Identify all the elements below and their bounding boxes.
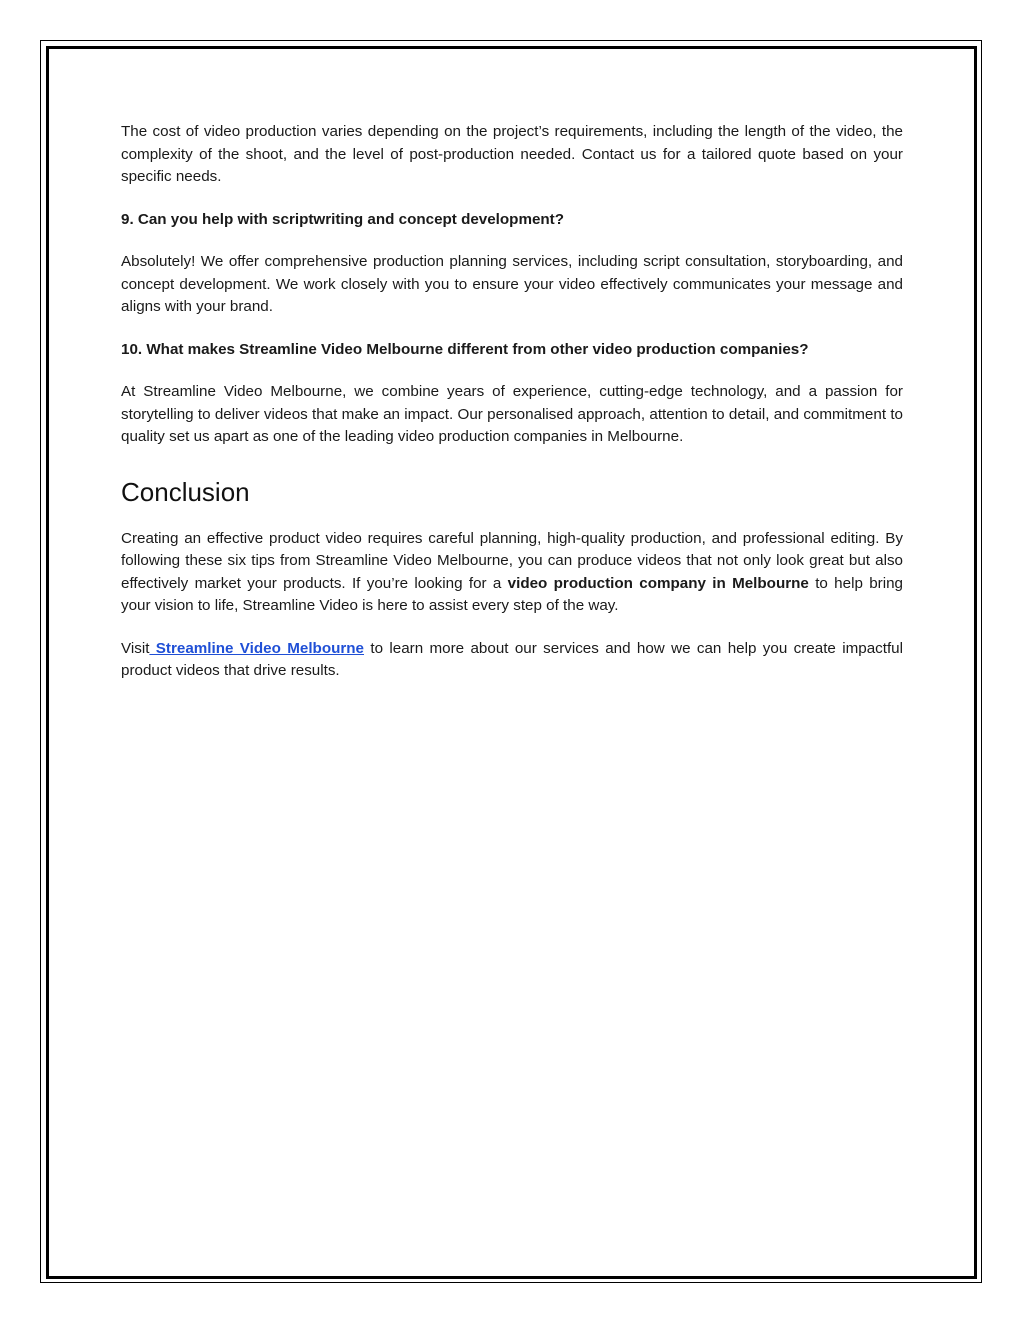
conclusion-text-end: to help bring your vision to life, Streamline Video is here to assist every step of the way. — [121, 574, 903, 614]
document-content — [121, 121, 903, 683]
conclusion-paragraph — [121, 528, 903, 618]
answer-10: At Streamline Video Melbourne, we combine years of experience, cutting-edge technology, and a passion for storytelling to deliver videos that make an impact. Our personalised approach, attention to detail, and commitment to quality set us apart as one of the leading video production companies in Melbourne. — [121, 383, 903, 445]
visit-text-end: to learn more about our services and how we can help you create impactful product videos that drive results. — [121, 639, 903, 679]
question-10: 10. What makes Streamline Video Melbourne different from other video production companies? — [121, 340, 809, 358]
conclusion-heading: Conclusion — [121, 476, 250, 507]
conclusion-text-start: Creating an effective product video requires careful planning, high-quality production, and professional editing. By following these six tips from Streamline Video Melbourne, you can produce videos that not only look great but also effectively market your products. If you’re looking for a — [121, 529, 903, 592]
intro-paragraph: The cost of video production varies depending on the project’s requirements, including the length of the video, the complexity of the shoot, and the level of post-production needed. Contact us for a tailored quote based on your specific needs. — [121, 123, 903, 185]
visit-text: Visit — [121, 639, 150, 657]
answer-9: Absolutely! We offer comprehensive production planning services, including script consultation, storyboarding, and concept development. We work closely with you to ensure your video effectively communicates your message and aligns with your brand. — [121, 253, 903, 315]
streamline-video-link[interactable]: Streamline Video Melbourne — [149, 639, 365, 657]
conclusion-bold-phrase: video production company in Melbourne — [507, 574, 809, 592]
visit-paragraph — [121, 638, 903, 683]
question-9: 9. Can you help with scriptwriting and concept development? — [121, 210, 565, 228]
